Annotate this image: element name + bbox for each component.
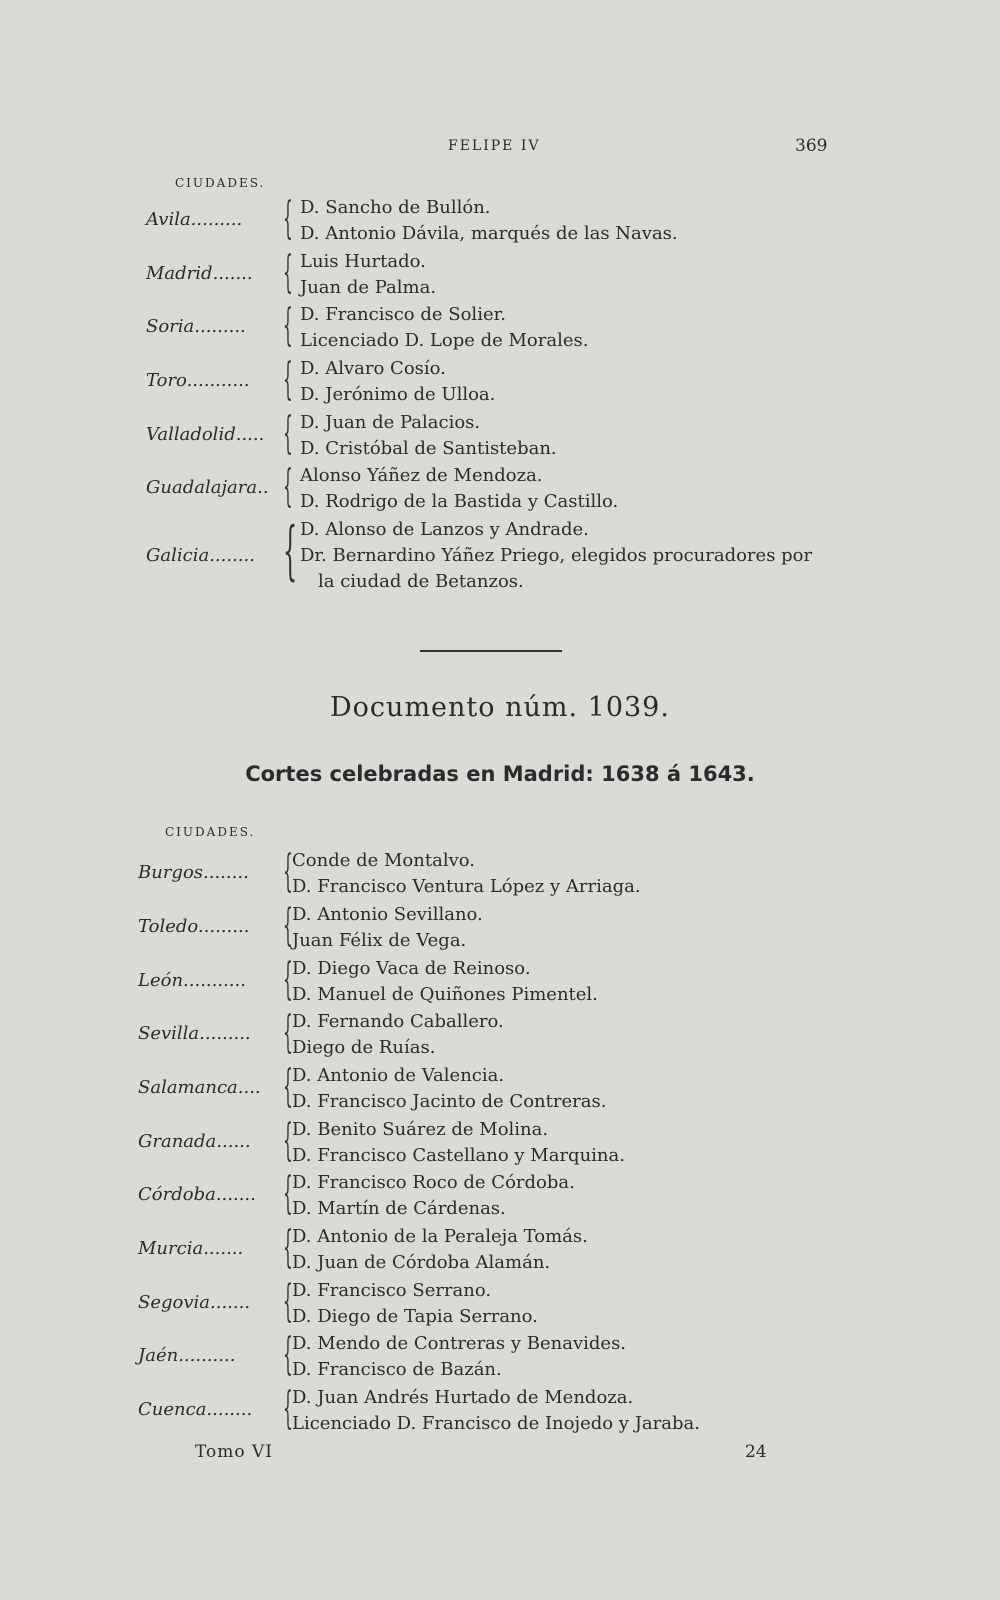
deputy-name: D. Francisco Jacinto de Contreras. <box>292 1091 607 1112</box>
deputy-name: Alonso Yáñez de Mendoza. <box>300 465 543 486</box>
city-entry <box>0 956 1000 1008</box>
deputy-name: D. Antonio de la Peraleja Tomás. <box>292 1226 588 1247</box>
city-entry <box>0 1224 1000 1276</box>
deputy-name: la ciudad de Betanzos. <box>318 571 524 592</box>
city-name: Avila......... <box>146 209 243 230</box>
deputy-name: D. Francisco Castellano y Marquina. <box>292 1145 625 1166</box>
deputies-list <box>300 410 557 462</box>
brace-icon: { <box>283 193 293 244</box>
page-footer <box>0 1442 1000 1466</box>
city-entry <box>0 195 1000 247</box>
deputy-name: D. Jerónimo de Ulloa. <box>300 384 496 405</box>
deputy-name: Luis Hurtado. <box>300 251 426 272</box>
deputies-list <box>292 902 483 954</box>
deputies-list <box>292 1331 626 1383</box>
brace-icon: { <box>283 1276 293 1327</box>
deputy-name: Dr. Bernardino Yáñez Priego, elegidos procuradores por <box>300 545 813 566</box>
city-entry <box>0 302 1000 354</box>
deputies-list <box>292 956 598 1008</box>
deputy-name: Licenciado D. Francisco de Inojedo y Jaraba. <box>292 1413 700 1434</box>
running-head <box>0 138 1000 160</box>
brace-icon: { <box>283 954 293 1005</box>
city-entry <box>0 356 1000 408</box>
city-entry <box>0 1331 1000 1383</box>
page-number: 369 <box>795 136 828 156</box>
city-entry <box>0 463 1000 515</box>
deputy-name: D. Fernando Caballero. <box>292 1011 504 1032</box>
city-entry <box>0 1009 1000 1061</box>
deputies-list <box>300 249 436 301</box>
brace-icon: { <box>283 1168 293 1219</box>
section-label: CIUDADES. <box>165 825 256 839</box>
deputy-name: D. Alvaro Cosío. <box>300 358 446 379</box>
deputy-name: D. Francisco de Solier. <box>300 304 506 325</box>
brace-icon: { <box>283 1061 293 1112</box>
city-name: León........... <box>138 970 246 991</box>
signature-mark: 24 <box>745 1442 767 1462</box>
deputy-name: D. Mendo de Contreras y Benavides. <box>292 1333 627 1354</box>
city-name: Guadalajara.. <box>146 477 269 498</box>
city-entry <box>0 410 1000 462</box>
deputy-name: D. Francisco Ventura López y Arriaga. <box>292 876 641 897</box>
city-name: Granada...... <box>138 1131 251 1152</box>
brace-icon: { <box>283 300 293 351</box>
city-name: Madrid....... <box>146 263 253 284</box>
brace-icon: { <box>283 1115 293 1166</box>
document-heading: Documento núm. 1039. <box>330 692 670 723</box>
deputy-name: D. Diego de Tapia Serrano. <box>292 1306 538 1327</box>
deputy-name: Juan de Palma. <box>300 277 437 298</box>
deputies-list <box>292 1063 606 1115</box>
city-entry <box>0 1063 1000 1115</box>
deputy-name: Juan Félix de Vega. <box>292 930 467 951</box>
city-name: Burgos........ <box>138 862 249 883</box>
city-entry <box>0 1385 1000 1437</box>
brace-icon: { <box>283 247 293 298</box>
deputy-name: D. Juan Andrés Hurtado de Mendoza. <box>292 1387 634 1408</box>
deputy-name: D. Antonio Dávila, marqués de las Navas. <box>300 223 678 244</box>
deputy-name: Licenciado D. Lope de Morales. <box>300 330 589 351</box>
deputy-name: D. Antonio Sevillano. <box>292 904 483 925</box>
city-entry <box>0 1278 1000 1330</box>
brace-icon: { <box>283 846 293 897</box>
deputy-name: D. Martín de Cárdenas. <box>292 1198 506 1219</box>
brace-icon: { <box>283 1383 293 1434</box>
city-name: Salamanca.... <box>138 1077 261 1098</box>
brace-icon: { <box>283 900 293 951</box>
deputies-list <box>292 1117 625 1169</box>
city-name: Toledo......... <box>138 916 250 937</box>
brace-icon: { <box>283 1222 293 1273</box>
brace-icon: { <box>283 514 298 588</box>
city-entry <box>0 514 1000 592</box>
deputy-name: D. Juan de Palacios. <box>300 412 481 433</box>
deputy-name: D. Juan de Córdoba Alamán. <box>292 1252 551 1273</box>
deputies-list <box>292 1009 504 1061</box>
volume-label: Tomo VI <box>195 1442 274 1462</box>
city-name: Cuenca........ <box>138 1399 253 1420</box>
city-entry <box>0 902 1000 954</box>
section-divider <box>420 650 562 652</box>
brace-icon: { <box>283 461 293 512</box>
deputies-list <box>300 302 588 354</box>
deputies-list <box>300 195 678 247</box>
deputies-list <box>292 1224 588 1276</box>
city-name: Soria......... <box>146 316 246 337</box>
deputy-name: Conde de Montalvo. <box>292 850 475 871</box>
city-entry <box>0 848 1000 900</box>
city-name: Valladolid..... <box>146 424 265 445</box>
deputy-name: D. Rodrigo de la Bastida y Castillo. <box>300 491 619 512</box>
deputy-name: D. Francisco Roco de Córdoba. <box>292 1172 575 1193</box>
deputy-name: D. Alonso de Lanzos y Andrade. <box>300 519 589 540</box>
city-name: Jaén.......... <box>138 1345 236 1366</box>
deputies-list <box>292 1170 575 1222</box>
deputy-name: D. Antonio de Valencia. <box>292 1065 505 1086</box>
city-name: Galicia........ <box>146 545 255 566</box>
deputy-name: D. Francisco de Bazán. <box>292 1359 502 1380</box>
brace-icon: { <box>283 354 293 405</box>
city-name: Toro........... <box>146 370 250 391</box>
brace-icon: { <box>283 1007 293 1058</box>
city-name: Segovia....... <box>138 1292 251 1313</box>
brace-icon: { <box>283 408 293 459</box>
city-name: Córdoba....... <box>138 1184 256 1205</box>
city-entry <box>0 249 1000 301</box>
running-title: FELIPE IV <box>448 138 541 154</box>
deputy-name: D. Francisco Serrano. <box>292 1280 492 1301</box>
city-name: Sevilla......... <box>138 1023 251 1044</box>
deputies-list <box>300 356 495 408</box>
deputy-name: Diego de Ruías. <box>292 1037 436 1058</box>
deputies-list <box>292 1385 700 1437</box>
brace-icon: { <box>283 1329 293 1380</box>
section-label: CIUDADES. <box>175 176 266 190</box>
deputy-name: D. Manuel de Quiñones Pimentel. <box>292 984 598 1005</box>
city-entry <box>0 1117 1000 1169</box>
deputies-list <box>292 1278 538 1330</box>
deputy-name: D. Diego Vaca de Reinoso. <box>292 958 531 979</box>
city-entry <box>0 1170 1000 1222</box>
deputy-name: D. Sancho de Bullón. <box>300 197 491 218</box>
cortes-title: Cortes celebradas en Madrid: 1638 á 1643. <box>245 762 755 786</box>
deputy-name: D. Benito Suárez de Molina. <box>292 1119 549 1140</box>
city-name: Murcia....... <box>138 1238 244 1259</box>
deputies-list <box>292 848 641 900</box>
deputies-list <box>300 517 812 595</box>
deputies-list <box>300 463 618 515</box>
deputy-name: D. Cristóbal de Santisteban. <box>300 438 557 459</box>
